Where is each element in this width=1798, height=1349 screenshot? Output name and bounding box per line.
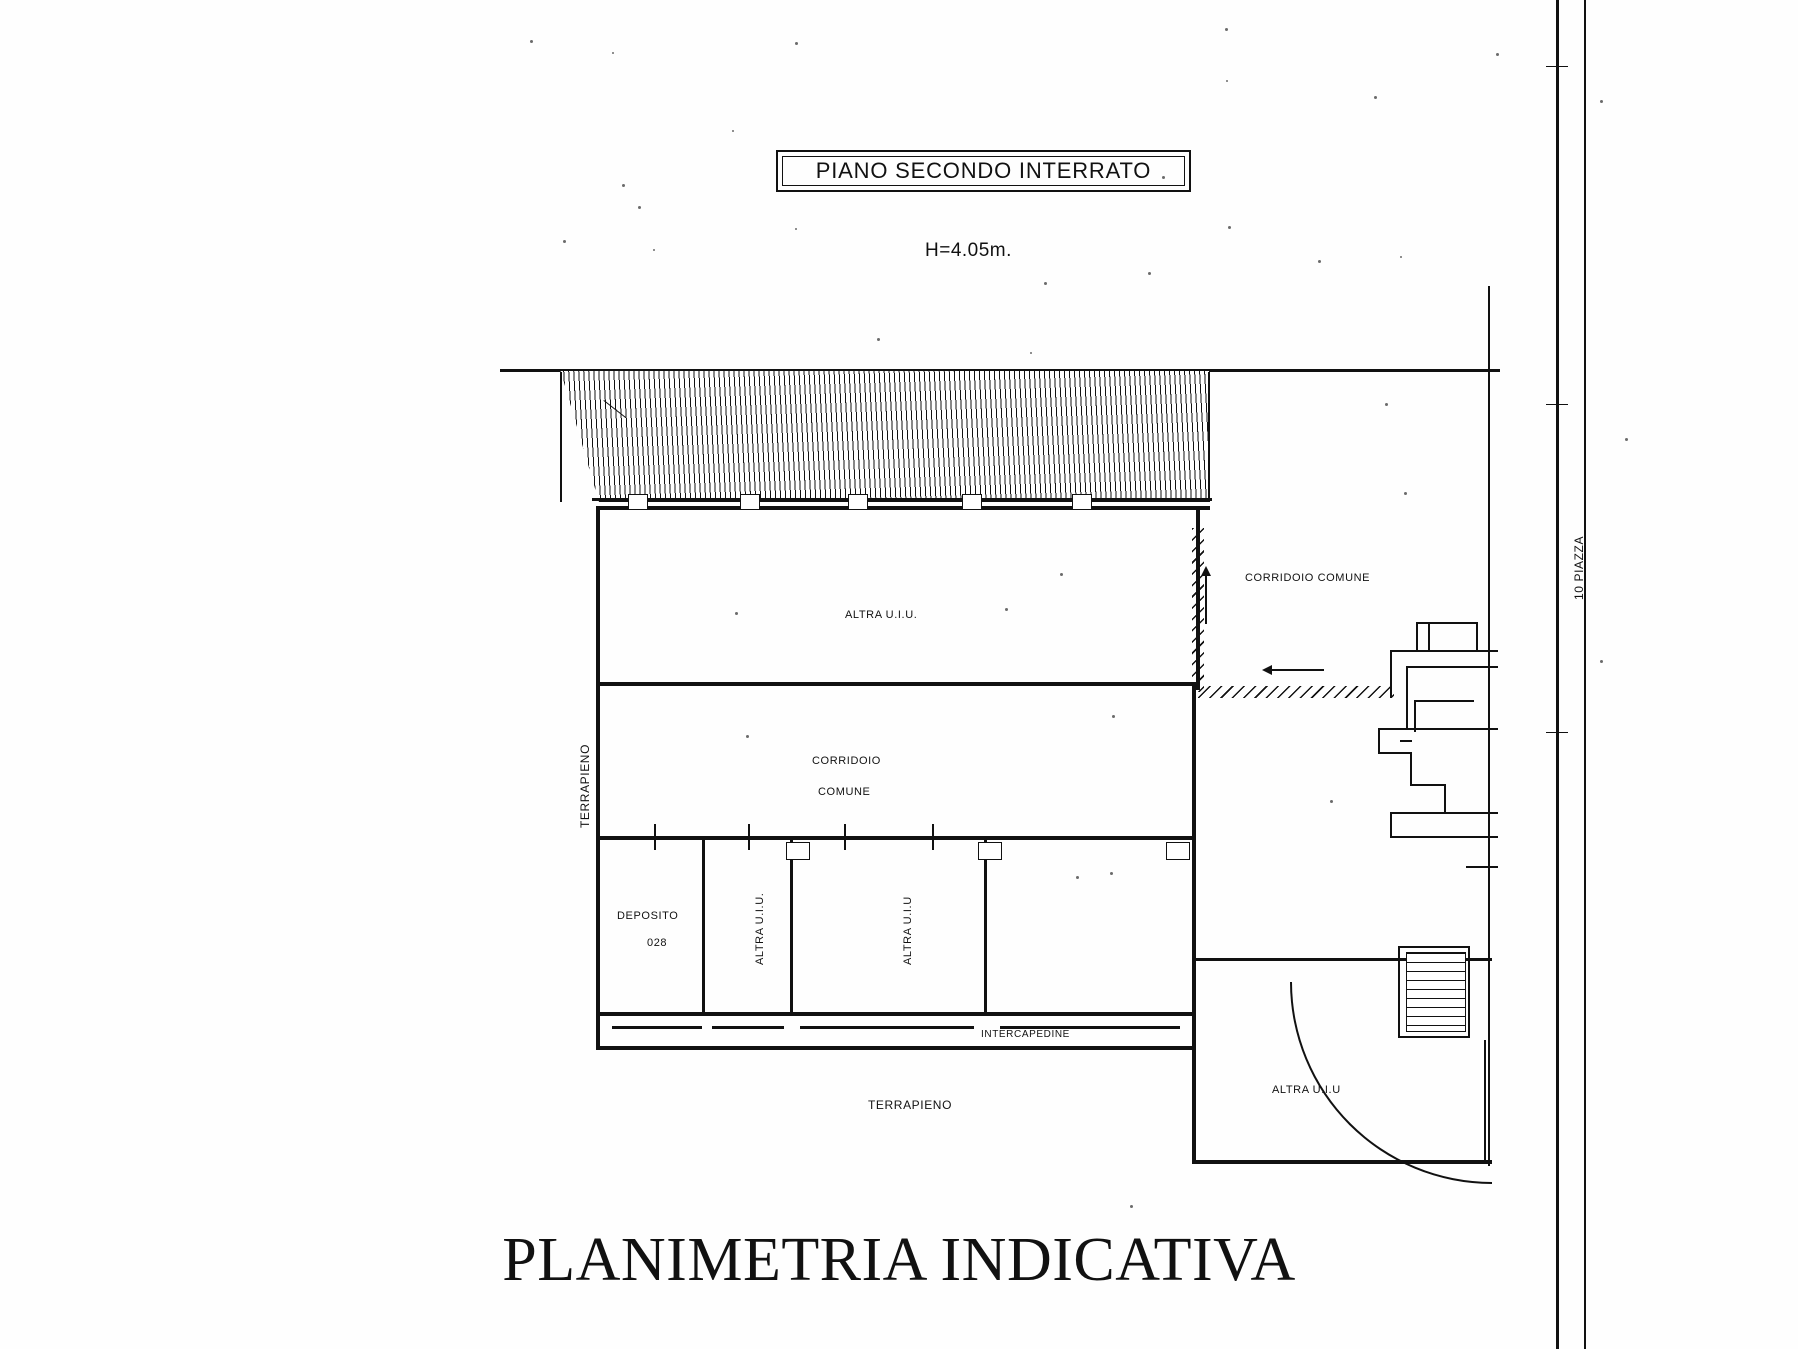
intercapedine-left-wall	[596, 1012, 600, 1050]
right-wing-wall	[1406, 666, 1498, 668]
pillar	[978, 842, 1002, 860]
scan-speckle	[795, 228, 797, 230]
scan-speckle	[1060, 573, 1063, 576]
scan-speckle	[1226, 80, 1228, 82]
right-wing-wall	[1406, 666, 1408, 728]
intercapedine-label: INTERCAPEDINE	[978, 1029, 1073, 1040]
terrapieno-bottom-label: TERRAPIENO	[868, 1098, 953, 1112]
street-boundary-line-outer	[1556, 0, 1559, 1349]
right-wing-wall	[1390, 812, 1498, 814]
altra-uiu-left-vertical-label: ALTRA U.I.U.	[754, 892, 766, 965]
scan-speckle	[1625, 438, 1628, 441]
upper-room-top-wall	[596, 506, 1210, 510]
scan-speckle	[1030, 352, 1032, 354]
pillar	[740, 494, 760, 510]
right-wing-wall	[1414, 700, 1474, 702]
pillar	[962, 494, 982, 510]
pillar	[786, 842, 810, 860]
right-wing-wall	[1410, 752, 1412, 786]
scan-speckle	[530, 40, 533, 43]
scan-speckle	[1385, 403, 1388, 406]
plan-title-box-inner	[782, 156, 1185, 186]
bottom-right-left-wall	[1192, 958, 1196, 1164]
right-wing-wall	[1378, 752, 1412, 754]
right-wing-wall	[1378, 728, 1380, 754]
intercapedine-segment	[712, 1026, 784, 1029]
right-wing-wall	[1378, 728, 1498, 730]
right-wing-wall	[1390, 650, 1498, 652]
scan-speckle	[1005, 608, 1008, 611]
scan-speckle	[1318, 260, 1321, 263]
scan-speckle	[877, 338, 880, 341]
corridoio-comune-center-line2: COMUNE	[818, 786, 871, 798]
terrapieno-left-vertical-label: TERRAPIENO	[578, 743, 592, 828]
right-wing-wall	[1410, 784, 1446, 786]
scan-speckle	[653, 249, 655, 251]
pillar	[848, 494, 868, 510]
right-wing-wall	[1466, 866, 1498, 868]
scan-speckle	[1044, 282, 1047, 285]
corridor-bottom-wall	[596, 836, 1196, 840]
zigzag-break-horizontal	[1198, 686, 1394, 698]
right-wing-wall	[1400, 740, 1412, 742]
street-tick	[1546, 732, 1568, 733]
room-divider	[702, 840, 705, 1012]
scan-speckle	[1496, 53, 1499, 56]
altra-uiu-bottom-right-label: ALTRA U.I.U	[1272, 1084, 1341, 1096]
door-jamb	[654, 824, 656, 850]
corridoio-comune-upper-right-label: CORRIDOIO COMUNE	[1245, 572, 1371, 584]
page-title: PIANO SECONDO INTERRATO	[815, 158, 1152, 183]
bottom-caption: PLANIMETRIA INDICATIVA	[502, 1226, 1296, 1294]
scan-speckle	[1600, 100, 1603, 103]
staircase-wall	[1398, 946, 1400, 1038]
door-leaf	[1484, 1040, 1486, 1160]
staircase-wall	[1398, 946, 1470, 948]
right-wing-wall	[1416, 622, 1418, 652]
right-wing-wall	[1390, 650, 1392, 698]
scan-speckle	[1404, 492, 1407, 495]
right-wing-wall	[1476, 622, 1478, 652]
room-divider	[790, 840, 793, 1012]
scan-speckle	[735, 612, 738, 615]
corridor-right-wall	[1192, 682, 1196, 840]
scan-speckle	[1076, 876, 1079, 879]
hatch-left-edge	[560, 372, 562, 502]
scan-speckle	[795, 42, 798, 45]
right-wing-wall	[1444, 784, 1446, 812]
pillar	[1166, 842, 1190, 860]
upper-room-left-wall	[596, 506, 600, 686]
ceiling-height-note: H=4.05m.	[925, 240, 1012, 261]
staircase-wall	[1468, 946, 1470, 1038]
intercapedine-bottom-wall	[596, 1046, 1196, 1050]
staircase	[1406, 952, 1466, 1032]
deposito-number-label: 028	[647, 937, 668, 949]
scan-speckle	[1330, 800, 1333, 803]
lower-rooms-bottom-wall	[596, 1012, 1196, 1016]
scan-speckle	[746, 735, 749, 738]
right-wing-wall	[1428, 622, 1430, 652]
scan-speckle	[563, 240, 566, 243]
scan-speckle	[732, 130, 734, 132]
scan-speckle	[1374, 96, 1377, 99]
right-wing-wall	[1390, 812, 1392, 838]
door-jamb	[844, 824, 846, 850]
street-boundary-line-inner	[1584, 0, 1586, 1349]
connector-wall-vertical	[1192, 836, 1196, 962]
scan-speckle	[1130, 1205, 1133, 1208]
scan-speckle	[1228, 226, 1231, 229]
intercapedine-segment	[800, 1026, 974, 1029]
staircase-wall	[1398, 1036, 1470, 1038]
street-tick	[1546, 404, 1568, 405]
pillar	[628, 494, 648, 510]
plan-title-box	[776, 150, 1191, 192]
via-right-vertical-label: 10 PIAZZA	[1572, 535, 1586, 600]
pillar	[1072, 494, 1092, 510]
hatch-right-edge	[1208, 372, 1210, 502]
scan-speckle	[1112, 715, 1115, 718]
lower-left-outer-wall	[596, 836, 600, 1016]
flow-arrow-left	[1262, 664, 1324, 676]
corridoio-comune-center-line1: CORRIDOIO	[812, 755, 881, 767]
hatched-ramp-slab	[560, 369, 1210, 502]
room-divider	[984, 840, 987, 1012]
scan-speckle	[612, 52, 614, 54]
scan-speckle	[1148, 272, 1151, 275]
deposito-name-label: DEPOSITO	[617, 910, 679, 922]
scan-speckle	[622, 184, 625, 187]
door-jamb	[748, 824, 750, 850]
right-wing-wall	[1390, 836, 1498, 838]
right-wing-wall	[1416, 622, 1478, 624]
upper-room-bottom-wall	[596, 682, 1200, 686]
scan-speckle	[638, 206, 641, 209]
scan-speckle	[1110, 872, 1113, 875]
scan-speckle	[1225, 28, 1228, 31]
intercapedine-segment	[612, 1026, 702, 1029]
corridor-left-wall	[596, 682, 600, 840]
door-jamb	[932, 824, 934, 850]
street-tick	[1546, 66, 1568, 67]
altra-uiu-top-label: ALTRA U.I.U.	[845, 609, 918, 621]
scan-speckle	[1400, 256, 1402, 258]
scan-speckle	[1600, 660, 1603, 663]
altra-uiu-mid-vertical-label: ALTRA U.I.U	[902, 896, 914, 965]
hatch-bottom-edge	[592, 498, 1212, 501]
flow-arrow-up	[1200, 566, 1212, 624]
